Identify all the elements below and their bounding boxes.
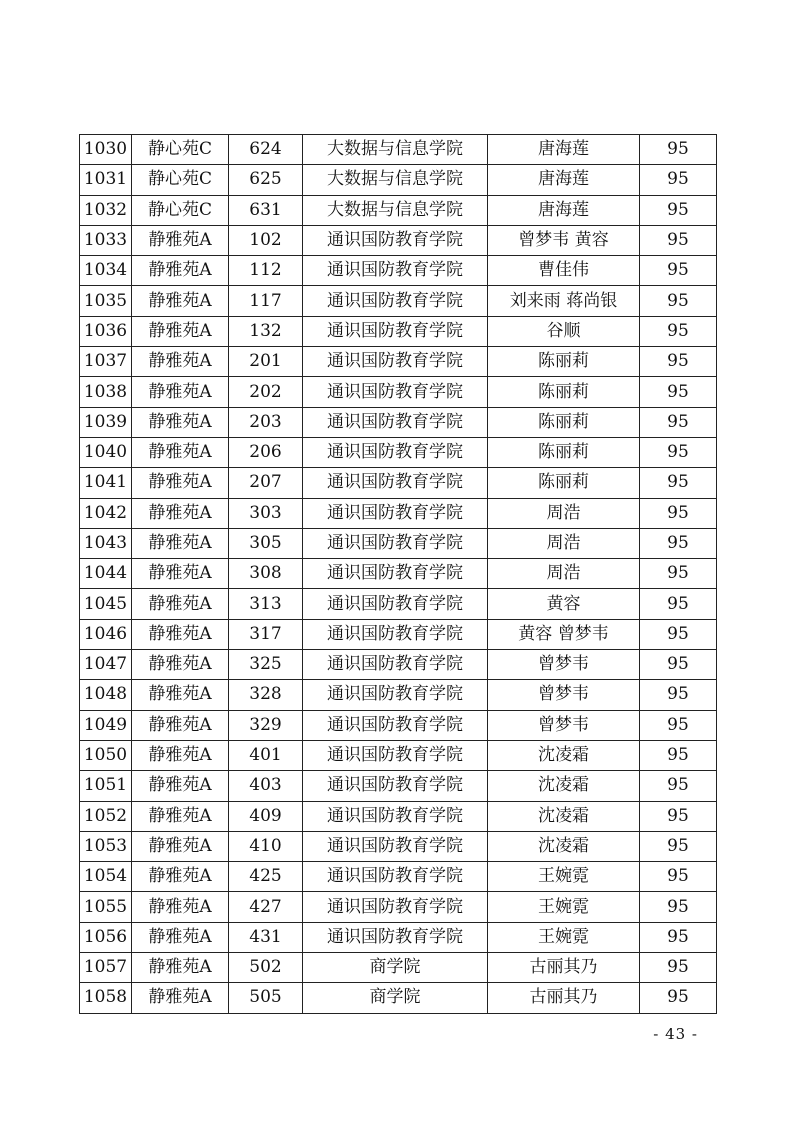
score-cell: 95 [640,407,717,437]
score-cell: 95 [640,468,717,498]
building-cell: 静雅苑A [132,892,229,922]
table-row [80,983,717,1013]
score-cell: 95 [640,286,717,316]
building-cell: 静雅苑A [132,801,229,831]
row-id-cell: 1035 [80,286,132,316]
score-cell: 95 [640,831,717,861]
score-cell: 95 [640,437,717,467]
row-id-cell: 1034 [80,256,132,286]
row-id-cell: 1042 [80,498,132,528]
building-cell: 静雅苑A [132,316,229,346]
table-row [80,801,717,831]
score-cell: 95 [640,347,717,377]
row-id-cell: 1030 [80,135,132,165]
building-cell: 静雅苑A [132,347,229,377]
room-number-cell: 328 [229,680,303,710]
room-number-cell: 317 [229,619,303,649]
room-number-cell: 303 [229,498,303,528]
building-cell: 静雅苑A [132,953,229,983]
room-number-cell: 132 [229,316,303,346]
table-row [80,195,717,225]
score-cell: 95 [640,135,717,165]
room-number-cell: 409 [229,801,303,831]
row-id-cell: 1050 [80,740,132,770]
building-cell: 静雅苑A [132,286,229,316]
responsible-person-cell: 陈丽莉 [488,347,640,377]
score-cell: 95 [640,953,717,983]
row-id-cell: 1040 [80,437,132,467]
responsible-person-cell: 曾梦韦 [488,680,640,710]
building-cell: 静雅苑A [132,862,229,892]
responsible-person-cell: 沈凌霜 [488,801,640,831]
room-number-cell: 206 [229,437,303,467]
responsible-person-cell: 曾梦韦 黄容 [488,225,640,255]
responsible-person-cell: 王婉霓 [488,862,640,892]
row-id-cell: 1052 [80,801,132,831]
table-row [80,286,717,316]
room-number-cell: 625 [229,165,303,195]
row-id-cell: 1043 [80,528,132,558]
table-row [80,437,717,467]
row-id-cell: 1049 [80,710,132,740]
building-cell: 静雅苑A [132,225,229,255]
table-row [80,165,717,195]
row-id-cell: 1033 [80,225,132,255]
room-number-cell: 427 [229,892,303,922]
room-number-cell: 207 [229,468,303,498]
building-cell: 静雅苑A [132,498,229,528]
college-cell: 通识国防教育学院 [303,286,488,316]
college-cell: 通识国防教育学院 [303,922,488,952]
building-cell: 静雅苑A [132,589,229,619]
responsible-person-cell: 周浩 [488,528,640,558]
room-number-cell: 502 [229,953,303,983]
building-cell: 静雅苑A [132,559,229,589]
score-cell: 95 [640,528,717,558]
college-cell: 通识国防教育学院 [303,407,488,437]
row-id-cell: 1036 [80,316,132,346]
responsible-person-cell: 古丽其乃 [488,953,640,983]
row-id-cell: 1048 [80,680,132,710]
college-cell: 商学院 [303,983,488,1013]
row-id-cell: 1057 [80,953,132,983]
score-cell: 95 [640,892,717,922]
responsible-person-cell: 唐海莲 [488,195,640,225]
college-cell: 大数据与信息学院 [303,195,488,225]
row-id-cell: 1058 [80,983,132,1013]
table-row [80,710,717,740]
score-cell: 95 [640,589,717,619]
row-id-cell: 1051 [80,771,132,801]
responsible-person-cell: 周浩 [488,559,640,589]
table-row [80,316,717,346]
table-row [80,680,717,710]
college-cell: 通识国防教育学院 [303,589,488,619]
room-number-cell: 329 [229,710,303,740]
college-cell: 通识国防教育学院 [303,680,488,710]
responsible-person-cell: 王婉霓 [488,892,640,922]
table-row [80,589,717,619]
table-row [80,922,717,952]
room-number-cell: 203 [229,407,303,437]
college-cell: 通识国防教育学院 [303,316,488,346]
row-id-cell: 1039 [80,407,132,437]
room-number-cell: 431 [229,922,303,952]
row-id-cell: 1054 [80,862,132,892]
college-cell: 通识国防教育学院 [303,771,488,801]
score-cell: 95 [640,650,717,680]
responsible-person-cell: 沈凌霜 [488,771,640,801]
responsible-person-cell: 曹佳伟 [488,256,640,286]
responsible-person-cell: 黄容 [488,589,640,619]
responsible-person-cell: 曾梦韦 [488,650,640,680]
building-cell: 静心苑C [132,135,229,165]
building-cell: 静雅苑A [132,468,229,498]
page-number: - 43 - [653,1025,698,1043]
college-cell: 大数据与信息学院 [303,165,488,195]
row-id-cell: 1038 [80,377,132,407]
table-row [80,407,717,437]
building-cell: 静雅苑A [132,437,229,467]
building-cell: 静雅苑A [132,922,229,952]
college-cell: 商学院 [303,953,488,983]
college-cell: 通识国防教育学院 [303,831,488,861]
table-row [80,347,717,377]
room-number-cell: 112 [229,256,303,286]
room-number-cell: 425 [229,862,303,892]
college-cell: 通识国防教育学院 [303,710,488,740]
room-number-cell: 403 [229,771,303,801]
room-number-cell: 117 [229,286,303,316]
building-cell: 静雅苑A [132,650,229,680]
college-cell: 通识国防教育学院 [303,740,488,770]
row-id-cell: 1032 [80,195,132,225]
table-row [80,771,717,801]
table-row [80,377,717,407]
room-number-cell: 202 [229,377,303,407]
responsible-person-cell: 陈丽莉 [488,377,640,407]
college-cell: 通识国防教育学院 [303,225,488,255]
room-number-cell: 308 [229,559,303,589]
building-cell: 静雅苑A [132,407,229,437]
table-row [80,619,717,649]
table-row [80,862,717,892]
room-number-cell: 505 [229,983,303,1013]
responsible-person-cell: 古丽其乃 [488,983,640,1013]
room-number-cell: 201 [229,347,303,377]
score-cell: 95 [640,801,717,831]
table-row [80,559,717,589]
building-cell: 静雅苑A [132,377,229,407]
college-cell: 通识国防教育学院 [303,650,488,680]
college-cell: 通识国防教育学院 [303,619,488,649]
score-cell: 95 [640,710,717,740]
college-cell: 通识国防教育学院 [303,256,488,286]
responsible-person-cell: 陈丽莉 [488,468,640,498]
college-cell: 通识国防教育学院 [303,528,488,558]
college-cell: 通识国防教育学院 [303,801,488,831]
score-cell: 95 [640,740,717,770]
score-cell: 95 [640,922,717,952]
responsible-person-cell: 陈丽莉 [488,407,640,437]
college-cell: 通识国防教育学院 [303,862,488,892]
building-cell: 静雅苑A [132,831,229,861]
row-id-cell: 1037 [80,347,132,377]
score-cell: 95 [640,862,717,892]
building-cell: 静心苑C [132,165,229,195]
table-row [80,831,717,861]
building-cell: 静心苑C [132,195,229,225]
building-cell: 静雅苑A [132,771,229,801]
score-cell: 95 [640,225,717,255]
building-cell: 静雅苑A [132,740,229,770]
college-cell: 通识国防教育学院 [303,498,488,528]
row-id-cell: 1056 [80,922,132,952]
score-cell: 95 [640,498,717,528]
building-cell: 静雅苑A [132,680,229,710]
score-cell: 95 [640,619,717,649]
college-cell: 通识国防教育学院 [303,892,488,922]
table-row [80,953,717,983]
table-row [80,498,717,528]
building-cell: 静雅苑A [132,710,229,740]
score-cell: 95 [640,316,717,346]
row-id-cell: 1046 [80,619,132,649]
dormitory-score-table [79,134,717,1014]
building-cell: 静雅苑A [132,619,229,649]
room-number-cell: 325 [229,650,303,680]
table-row [80,256,717,286]
college-cell: 通识国防教育学院 [303,377,488,407]
table-row [80,468,717,498]
college-cell: 通识国防教育学院 [303,347,488,377]
responsible-person-cell: 陈丽莉 [488,437,640,467]
row-id-cell: 1055 [80,892,132,922]
room-number-cell: 410 [229,831,303,861]
row-id-cell: 1045 [80,589,132,619]
room-number-cell: 624 [229,135,303,165]
score-cell: 95 [640,559,717,589]
responsible-person-cell: 曾梦韦 [488,710,640,740]
table-row [80,740,717,770]
score-cell: 95 [640,165,717,195]
responsible-person-cell: 谷顺 [488,316,640,346]
score-cell: 95 [640,771,717,801]
table-row [80,650,717,680]
score-cell: 95 [640,256,717,286]
table-row [80,135,717,165]
score-cell: 95 [640,983,717,1013]
room-number-cell: 313 [229,589,303,619]
college-cell: 通识国防教育学院 [303,559,488,589]
score-cell: 95 [640,195,717,225]
row-id-cell: 1047 [80,650,132,680]
responsible-person-cell: 王婉霓 [488,922,640,952]
row-id-cell: 1031 [80,165,132,195]
table-row [80,225,717,255]
score-cell: 95 [640,680,717,710]
responsible-person-cell: 沈凌霜 [488,831,640,861]
building-cell: 静雅苑A [132,256,229,286]
score-cell: 95 [640,377,717,407]
row-id-cell: 1041 [80,468,132,498]
responsible-person-cell: 刘来雨 蒋尚银 [488,286,640,316]
college-cell: 通识国防教育学院 [303,437,488,467]
responsible-person-cell: 唐海莲 [488,165,640,195]
building-cell: 静雅苑A [132,528,229,558]
responsible-person-cell: 周浩 [488,498,640,528]
row-id-cell: 1044 [80,559,132,589]
room-number-cell: 401 [229,740,303,770]
table-row [80,892,717,922]
room-number-cell: 631 [229,195,303,225]
building-cell: 静雅苑A [132,983,229,1013]
table-body [80,135,717,1014]
table-row [80,528,717,558]
responsible-person-cell: 唐海莲 [488,135,640,165]
room-number-cell: 305 [229,528,303,558]
college-cell: 大数据与信息学院 [303,135,488,165]
responsible-person-cell: 沈凌霜 [488,740,640,770]
room-number-cell: 102 [229,225,303,255]
row-id-cell: 1053 [80,831,132,861]
college-cell: 通识国防教育学院 [303,468,488,498]
responsible-person-cell: 黄容 曾梦韦 [488,619,640,649]
